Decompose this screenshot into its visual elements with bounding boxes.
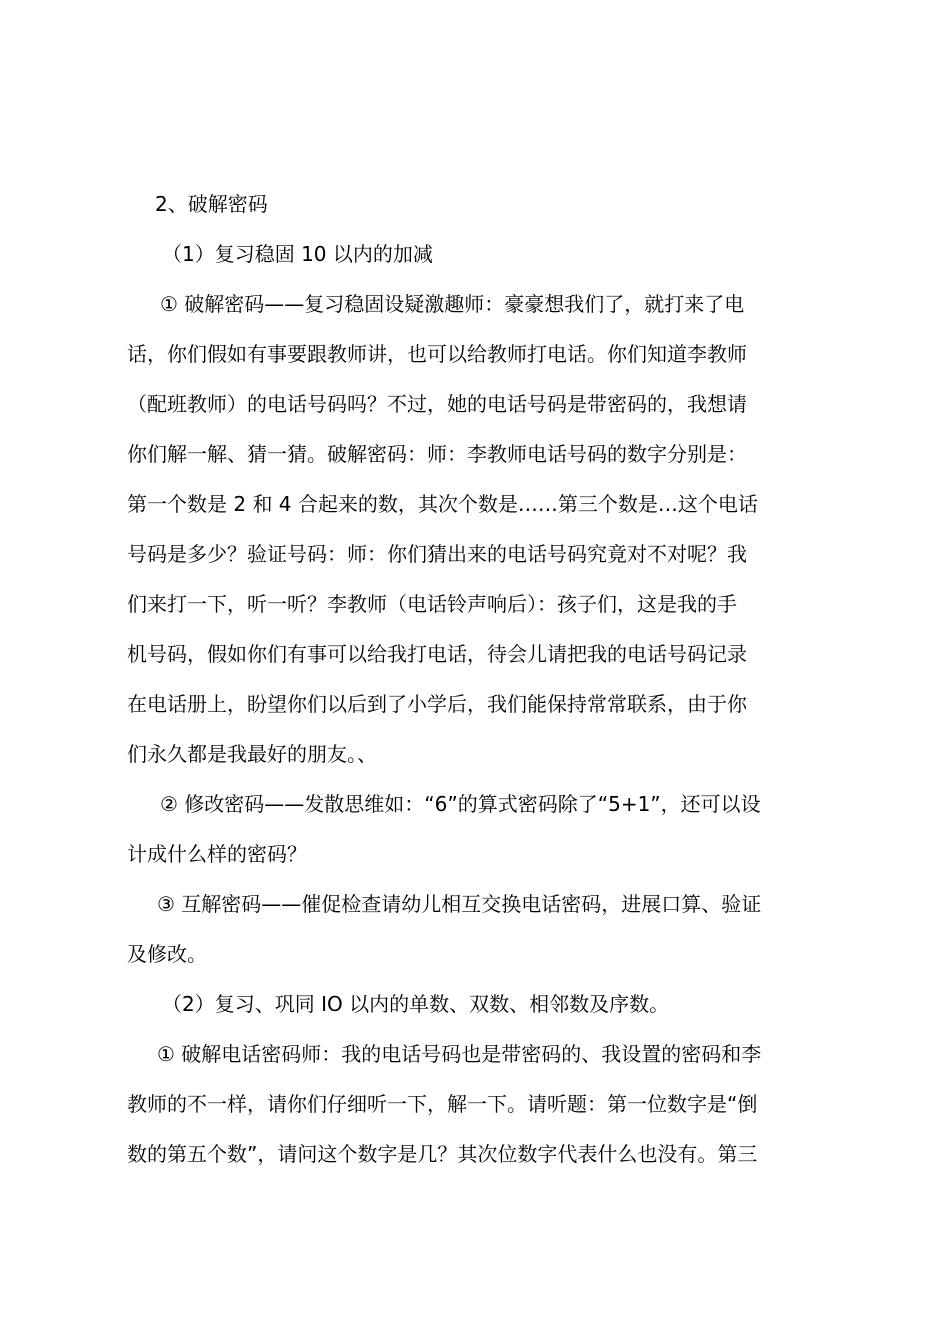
subsection-heading: （1）复习稳固 10 以内的加减 <box>162 242 433 266</box>
paragraph-line: 号码是多少？验证号码：师：你们猜出来的电话号码究竟对不对呢？我 <box>127 542 747 566</box>
subsection-heading: （2）复习、巩同 IO 以内的单数、双数、相邻数及序数。 <box>162 992 670 1016</box>
paragraph-line: 教师的不一样，请你们仔细听一下，解一下。请听题：第一位数字是“倒 <box>127 1092 758 1116</box>
paragraph-line: 在电话册上，盼望你们以后到了小学后，我们能保持常常联系，由于你 <box>127 692 747 716</box>
paragraph-line: ① 破解密码——复习稳固设疑激趣师：豪豪想我们了，就打来了电 <box>160 292 745 316</box>
paragraph-line: ③ 互解密码——催促检查请幼儿相互交换电话密码，进展口算、验证 <box>157 892 762 916</box>
paragraph-line: 机号码，假如你们有事可以给我打电话，待会儿请把我的电话号码记录 <box>127 642 747 666</box>
paragraph-line: ① 破解电话密码师：我的电话号码也是带密码的、我设置的密码和李 <box>157 1042 762 1066</box>
section-heading: 2、破解密码 <box>155 192 268 216</box>
paragraph-line: 及修改。 <box>127 942 207 966</box>
paragraph-line: 你们解一解、猜一猜。破解密码：师：李教师电话号码的数字分别是： <box>127 442 747 466</box>
paragraph-line: 计成什么样的密码？ <box>127 842 307 866</box>
paragraph-line: 们永久都是我最好的朋友。、 <box>127 742 377 766</box>
paragraph-line: 们来打一下，听一听？李教师（电话铃声响后）：孩子们，这是我的手 <box>127 592 737 616</box>
paragraph-line: 话，你们假如有事要跟教师讲，也可以给教师打电话。你们知道李教师 <box>127 342 747 366</box>
paragraph-line: （配班教师）的电话号码吗？不过，她的电话号码是带密码的，我想请 <box>127 392 747 416</box>
paragraph-line: 第一个数是 2 和 4 合起来的数，其次个数是……第三个数是…这个电话 <box>127 492 758 516</box>
paragraph-line: ② 修改密码——发散思维如：“6”的算式密码除了“5+1”，还可以设 <box>160 792 761 816</box>
paragraph-line: 数的第五个数”，请问这个数字是几？其次位数字代表什么也没有。第三 <box>127 1142 758 1166</box>
